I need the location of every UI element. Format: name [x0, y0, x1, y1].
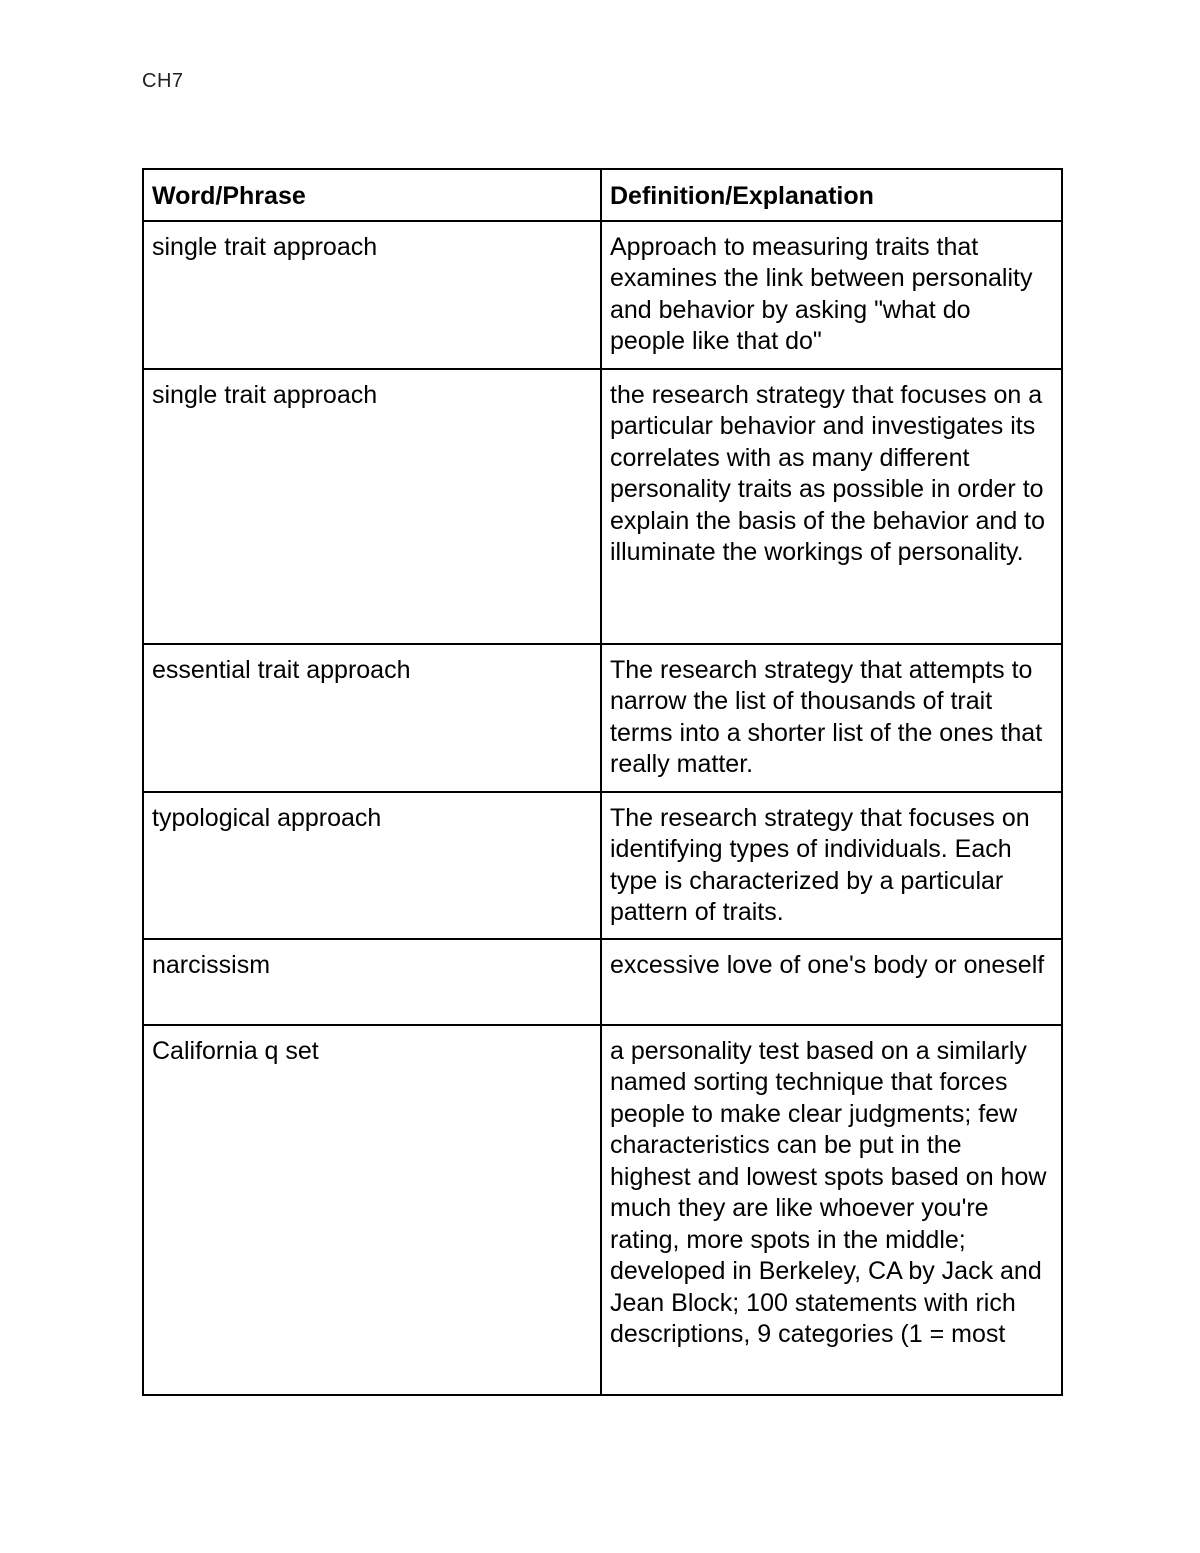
table-row	[143, 221, 1062, 369]
term-cell: essential trait approach	[143, 644, 601, 792]
term-cell: single trait approach	[143, 221, 601, 369]
definition-cell: a personality test based on a similarly named sorting technique that forces people to make clear judgments; few characteristics can be put in the highest and lowest spots based on how much they are like whoever you're rating, more spots in the middle; developed in Berkeley, CA by Jack and Jean Block; 100 statements with rich descriptions, 9 categories (1 = most	[601, 1025, 1062, 1395]
term-cell: typological approach	[143, 792, 601, 939]
table-row	[143, 1025, 1062, 1395]
definition-cell: the research strategy that focuses on a particular behavior and investigates its correlates with as many different personality traits as possible in order to explain the basis of the behavior and to illuminate the workings of personality.	[601, 369, 1062, 644]
glossary-table	[142, 168, 1063, 1396]
term-cell: California q set	[143, 1025, 601, 1395]
table-row	[143, 792, 1062, 939]
definition-cell: Approach to measuring traits that examines the link between personality and behavior by asking "what do people like that do"	[601, 221, 1062, 369]
table-row	[143, 939, 1062, 1025]
term-cell: narcissism	[143, 939, 601, 1025]
page-header: CH7	[142, 70, 184, 92]
table-row	[143, 644, 1062, 792]
definition-cell: The research strategy that focuses on identifying types of individuals. Each type is characterized by a particular pattern of traits.	[601, 792, 1062, 939]
term-cell: single trait approach	[143, 369, 601, 644]
column-header-term: Word/Phrase	[143, 169, 601, 221]
definition-cell: excessive love of one's body or oneself	[601, 939, 1062, 1025]
table-row	[143, 369, 1062, 644]
column-header-definition: Definition/Explanation	[601, 169, 1062, 221]
table-header-row	[143, 169, 1062, 221]
definition-cell: The research strategy that attempts to narrow the list of thousands of trait terms into a shorter list of the ones that really matter.	[601, 644, 1062, 792]
